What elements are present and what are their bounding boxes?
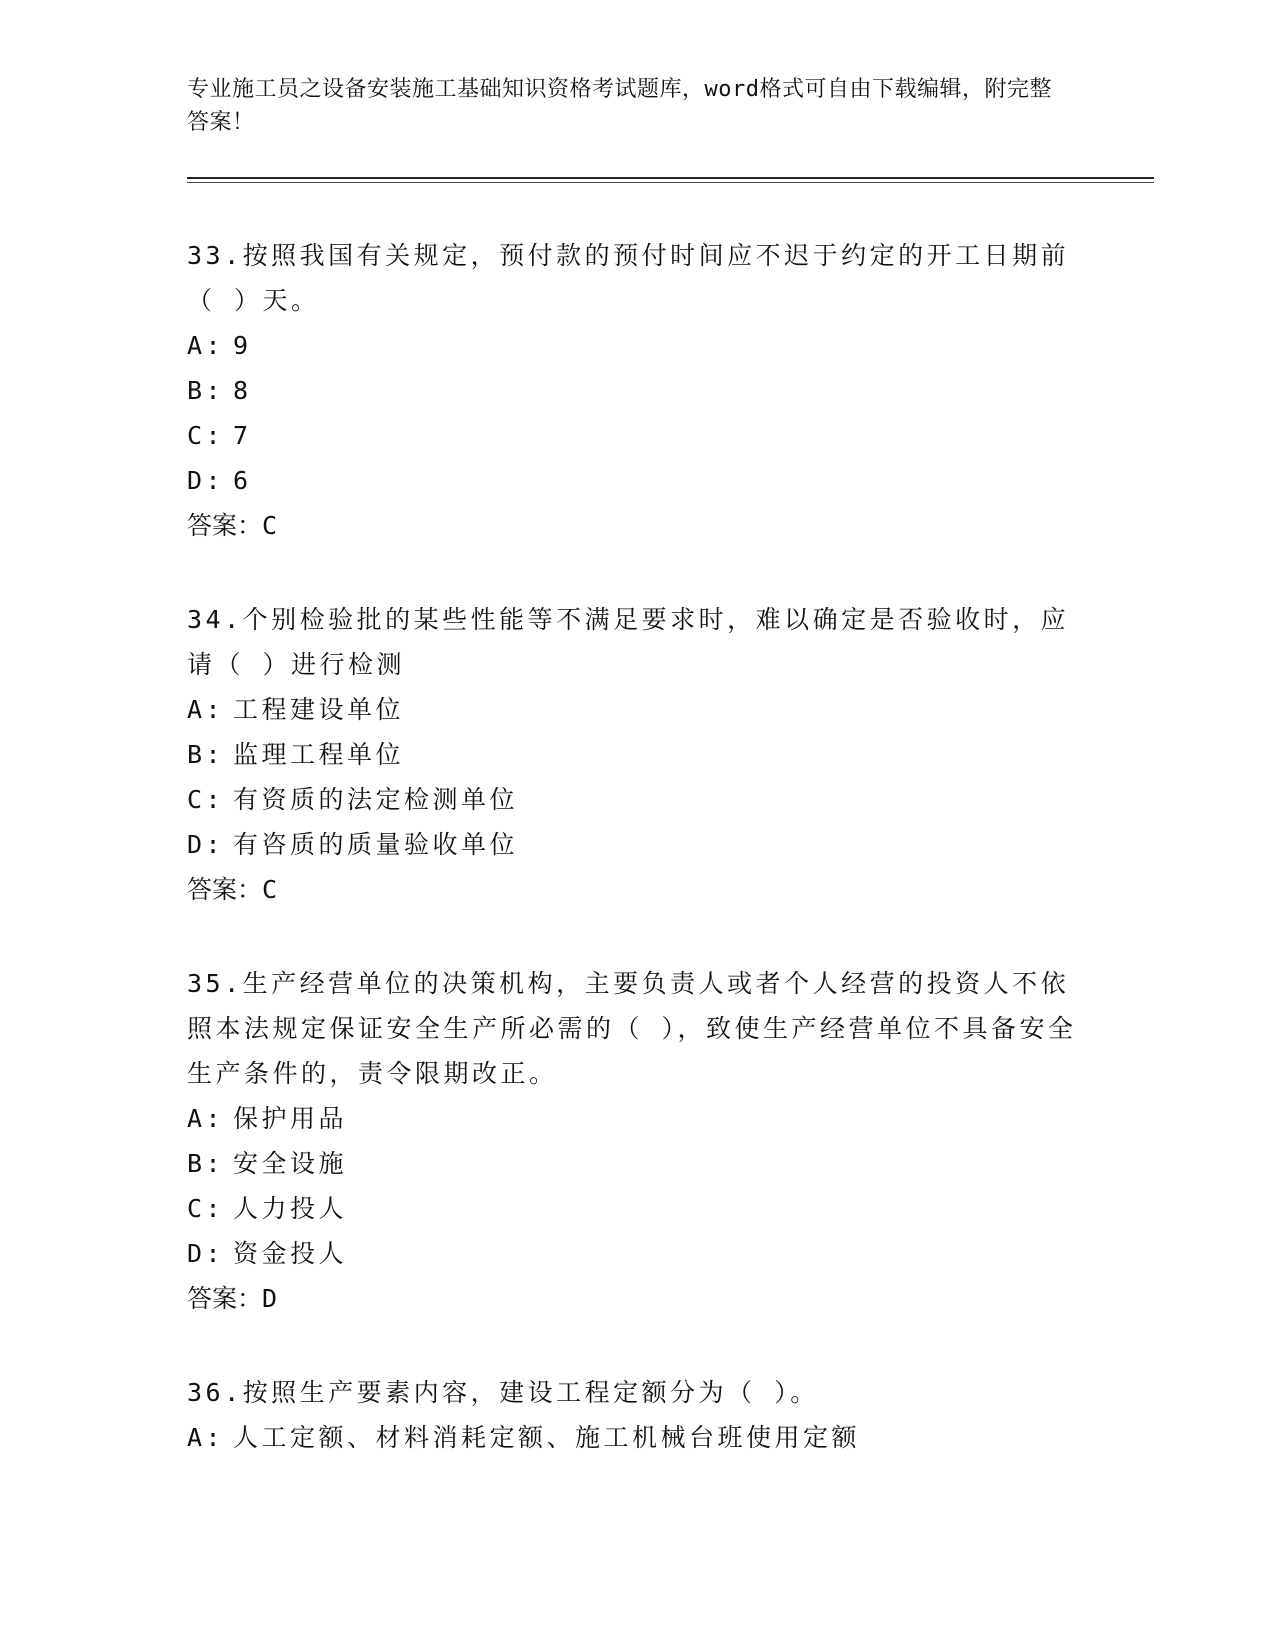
question-number: 36. (187, 1378, 243, 1407)
option-letter: D: (187, 1239, 225, 1268)
answer-value: C (262, 875, 278, 904)
option-c (187, 1186, 1087, 1231)
option-text: 工程建设单位 (233, 695, 405, 724)
option-d (187, 822, 1087, 867)
option-b (187, 368, 1087, 413)
option-letter: C: (187, 1194, 225, 1223)
option-b (187, 1141, 1087, 1186)
option-letter: A: (187, 695, 225, 724)
option-letter: C: (187, 785, 225, 814)
question-text: 个别检验批的某些性能等不满足要求时，难以确定是否验收时，应请（ ）进行检测 (187, 605, 1070, 679)
option-b (187, 732, 1087, 777)
option-text: 监理工程单位 (233, 740, 405, 769)
question-text: 按照生产要素内容，建设工程定额分为（ ）。 (242, 1378, 819, 1407)
option-letter: A: (187, 331, 225, 360)
question-33 (187, 233, 1087, 548)
question-number: 33. (187, 241, 243, 270)
option-letter: B: (187, 376, 225, 405)
option-text: 有咨质的质量验收单位 (233, 830, 519, 859)
option-letter: A: (187, 1104, 225, 1133)
answer-value: C (262, 511, 278, 540)
option-letter: B: (187, 740, 225, 769)
question-stem (187, 1370, 1087, 1415)
question-35 (187, 961, 1087, 1321)
answer-line (187, 1276, 1087, 1321)
question-number: 34. (187, 605, 243, 634)
option-d (187, 458, 1087, 503)
answer-value: D (262, 1284, 278, 1313)
option-letter: D: (187, 466, 225, 495)
question-stem (187, 961, 1087, 1096)
option-text: 9 (233, 331, 252, 360)
answer-label: 答案： (187, 511, 263, 540)
option-letter: A: (187, 1423, 225, 1452)
question-34 (187, 597, 1087, 912)
option-text: 7 (233, 421, 252, 450)
option-c (187, 413, 1087, 458)
answer-line (187, 503, 1087, 548)
answer-label: 答案： (187, 1284, 263, 1313)
question-text: 按照我国有关规定，预付款的预付时间应不迟于约定的开工日期前（ ）天。 (187, 241, 1070, 315)
question-number: 35. (187, 969, 243, 998)
option-text: 资金投人 (233, 1239, 348, 1268)
option-a (187, 1415, 1087, 1460)
document-header: 专业施工员之设备安装施工基础知识资格考试题库，word格式可自由下载编辑，附完整答案！ (187, 77, 1052, 135)
option-letter: D: (187, 830, 225, 859)
option-c (187, 777, 1087, 822)
question-text: 生产经营单位的决策机构，主要负责人或者个人经营的投资人不依照本法规定保证安全生产所必需的（ ），致使生产经营单位不具备安全生产条件的，责令限期改正。 (187, 969, 1077, 1088)
option-letter: C: (187, 421, 225, 450)
option-text: 有资质的法定检测单位 (233, 785, 519, 814)
header-rule-thick (187, 177, 1154, 179)
question-36 (187, 1370, 1087, 1460)
answer-line (187, 867, 1087, 912)
answer-label: 答案： (187, 875, 263, 904)
option-d (187, 1231, 1087, 1276)
option-text: 保护用品 (233, 1104, 348, 1133)
question-stem (187, 597, 1087, 687)
option-text: 人力投人 (233, 1194, 348, 1223)
question-stem (187, 233, 1087, 323)
option-a (187, 687, 1087, 732)
option-a (187, 323, 1087, 368)
option-text: 6 (233, 466, 252, 495)
option-a (187, 1096, 1087, 1141)
option-text: 安全设施 (233, 1149, 348, 1178)
option-letter: B: (187, 1149, 225, 1178)
option-text: 8 (233, 376, 252, 405)
header-rule-thin (187, 182, 1154, 183)
option-text: 人工定额、材料消耗定额、施工机械台班使用定额 (233, 1423, 861, 1452)
